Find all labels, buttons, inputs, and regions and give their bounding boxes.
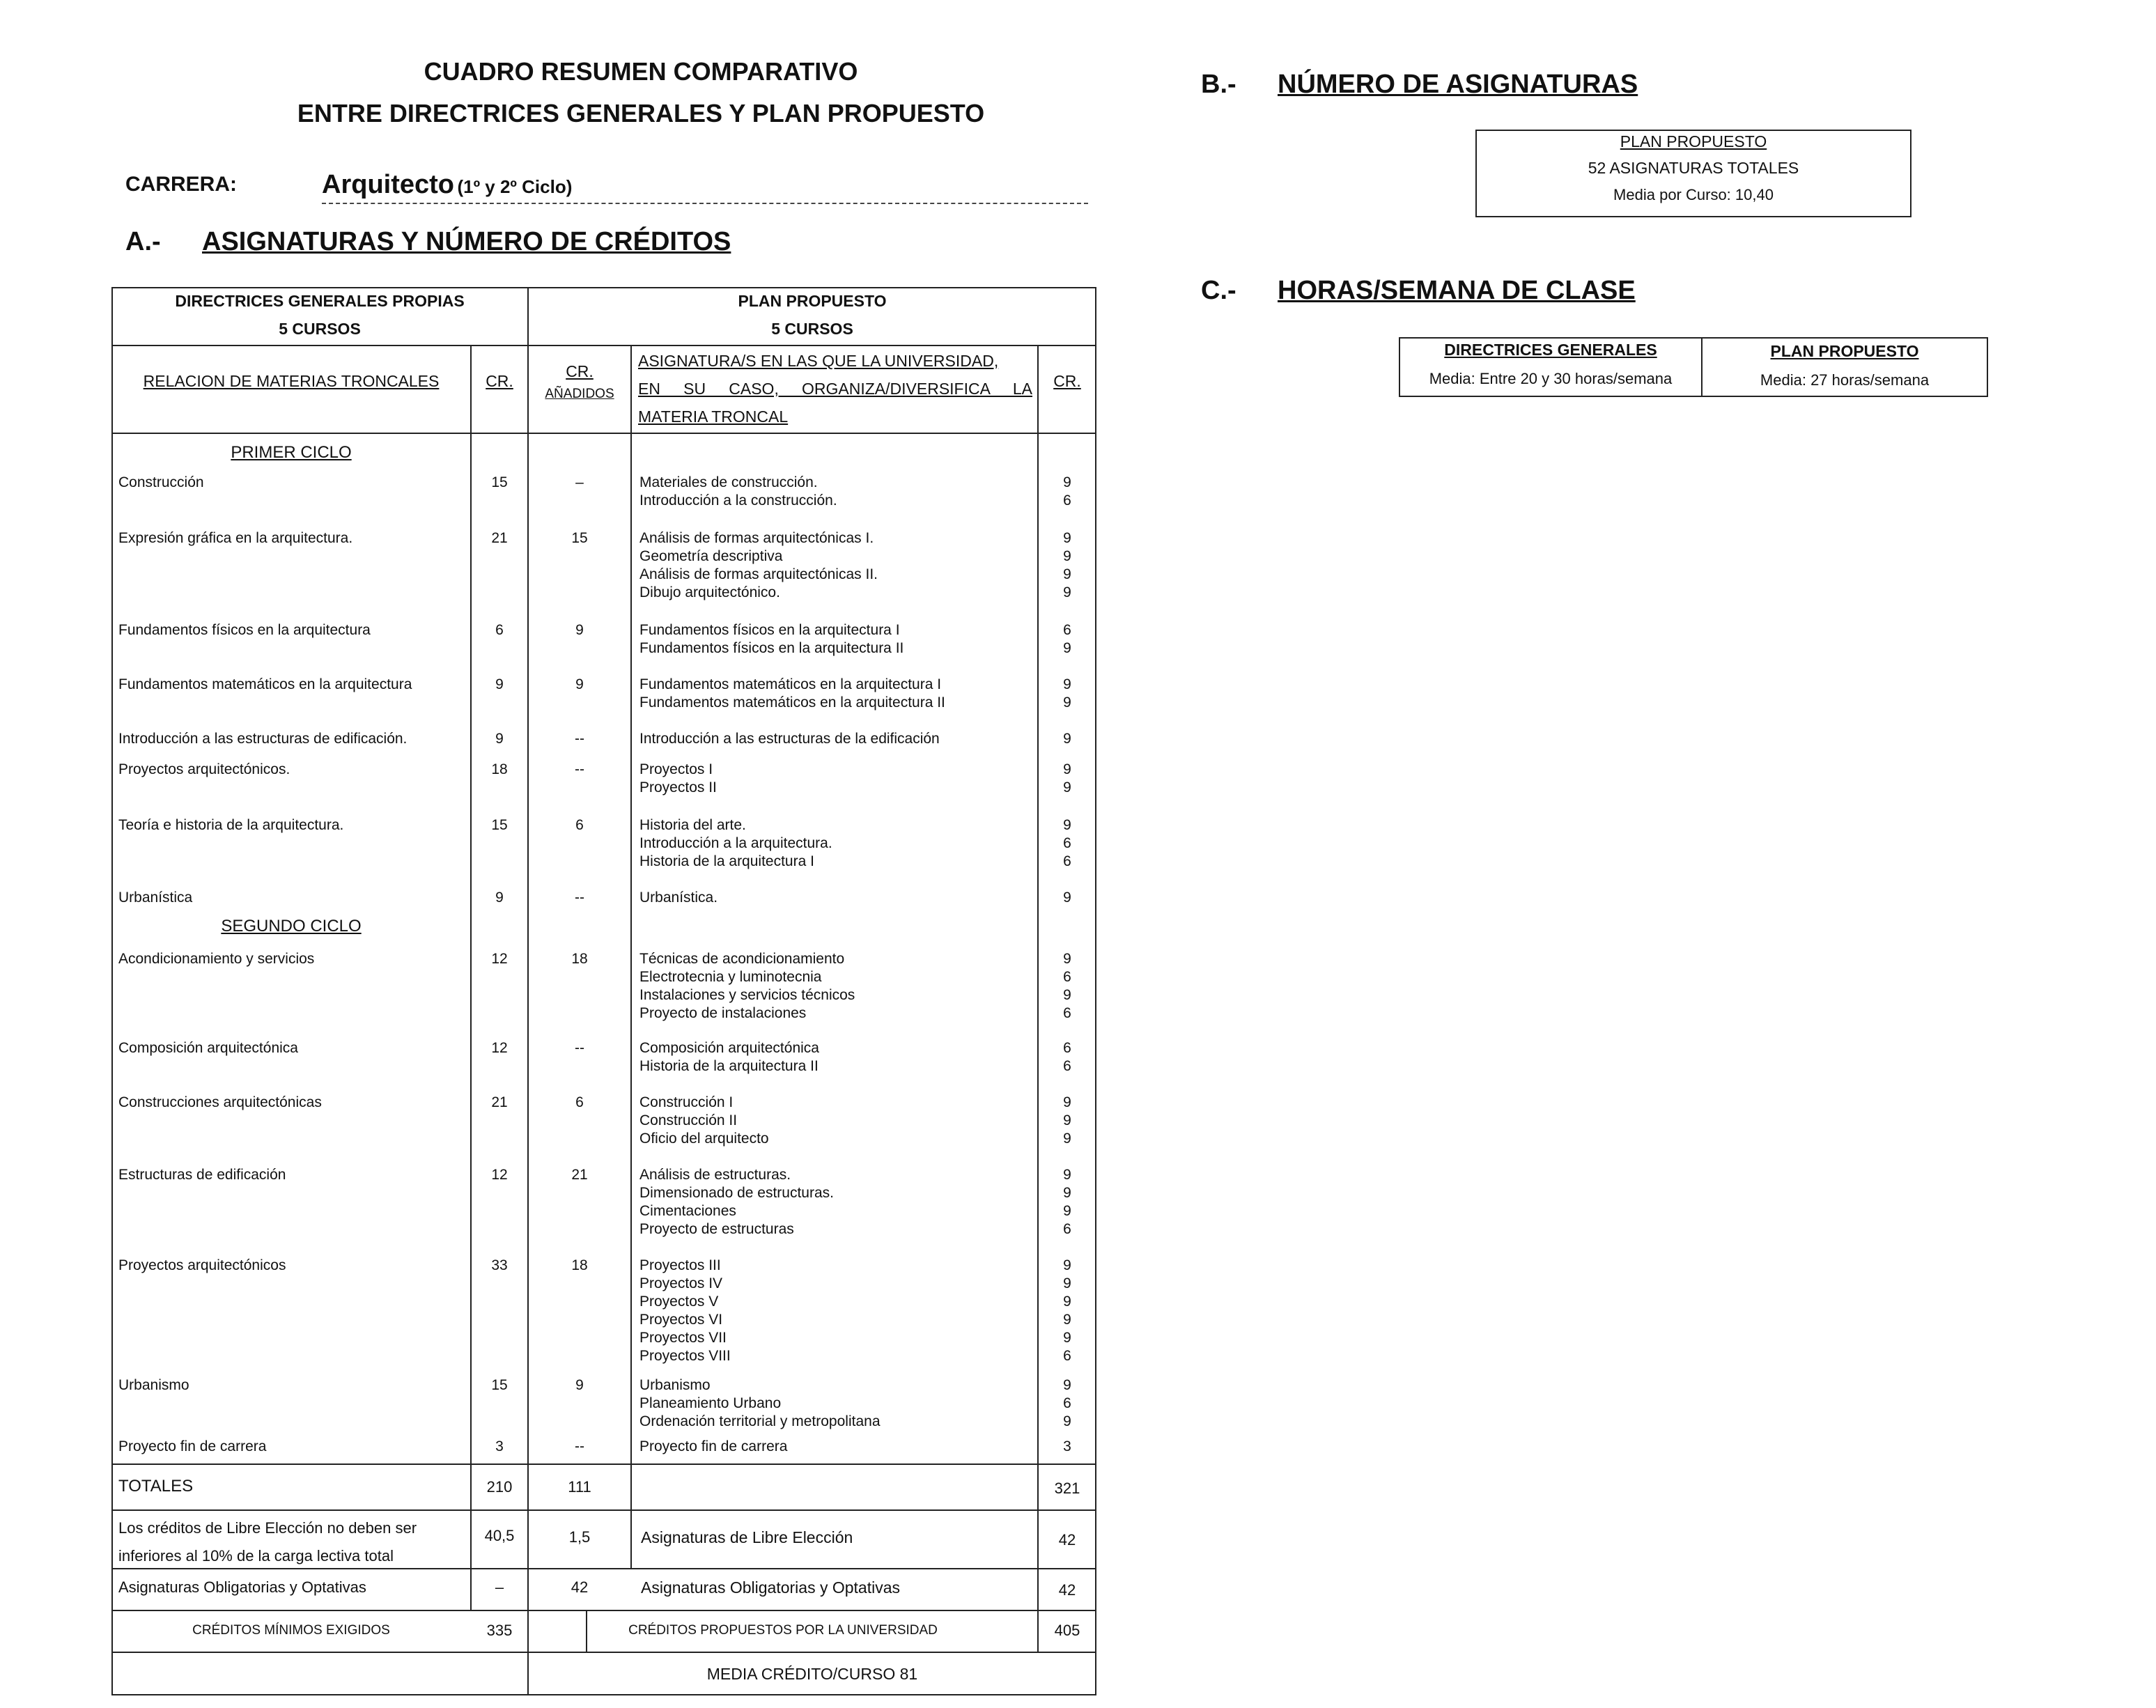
materia-cr-anadidos: 9 <box>575 1377 584 1393</box>
section-c-heading <box>1201 276 1636 306</box>
asignaturas-list <box>639 1039 1034 1076</box>
asignaturas-list <box>639 1376 1034 1431</box>
asignaturas-list <box>639 621 1034 658</box>
asignaturas-cr-list <box>1038 889 1096 907</box>
materia-name: Proyectos arquitectónicos. <box>118 761 290 777</box>
asignatura-cr: 6 <box>1063 969 1071 985</box>
asignatura-cr: 6 <box>1063 835 1071 851</box>
head-directrices: DIRECTRICES GENERALES PROPIAS <box>175 292 465 310</box>
materia-name: Expresión gráfica en la arquitectura. <box>118 530 353 546</box>
asignatura-item: Historia del arte. <box>639 817 746 833</box>
asignatura-cr: 9 <box>1063 1203 1071 1219</box>
horas-head-plan: PLAN PROPUESTO <box>1770 342 1919 360</box>
asignatura-cr: 9 <box>1063 779 1071 795</box>
asignaturas-cr-list <box>1038 1094 1096 1148</box>
section-a-letter: A.- <box>125 227 161 256</box>
asignaturas-cr-list <box>1038 621 1096 658</box>
carrera-value: Arquitecto <box>322 170 454 199</box>
asignatura-cr: 9 <box>1063 676 1071 692</box>
asignatura-cr: 9 <box>1063 1312 1071 1328</box>
totales-cr2: 321 <box>1054 1480 1080 1497</box>
horas-val-plan: Media: 27 horas/semana <box>1760 371 1930 389</box>
horas-head-directrices: DIRECTRICES GENERALES <box>1444 341 1657 359</box>
oblig-cr: – <box>495 1578 504 1596</box>
asignatura-item: Oficio del arquitecto <box>639 1131 769 1147</box>
materia-cr: 12 <box>491 1040 508 1056</box>
asignatura-cr: 6 <box>1063 1040 1071 1056</box>
asignaturas-cr-list <box>1038 1438 1096 1456</box>
asignatura-cr: 9 <box>1063 817 1071 833</box>
col-cr-anadidos-1: CR. <box>566 362 594 380</box>
asignatura-item: Técnicas de acondicionamiento <box>639 951 845 967</box>
credits-table <box>111 287 1098 1697</box>
asignaturas-list <box>639 1094 1034 1148</box>
asignatura-item: Dimensionado de estructuras. <box>639 1185 834 1201</box>
head-plan-cursos: 5 CURSOS <box>771 320 853 338</box>
asignatura-item: Geometría descriptiva <box>639 548 783 564</box>
asignatura-item: Urbanística. <box>639 890 718 906</box>
libre-add: 1,5 <box>568 1528 591 1546</box>
asignatura-cr: 9 <box>1063 474 1071 490</box>
propuestos-label: CRÉDITOS PROPUESTOS POR LA UNIVERSIDAD <box>628 1623 938 1638</box>
materia-name: Construcción <box>118 474 204 490</box>
materia-cr: 12 <box>491 1167 508 1183</box>
materia-cr-anadidos: 15 <box>571 530 588 546</box>
totales-label: TOTALES <box>118 1477 194 1496</box>
col-cr2: CR. <box>1053 372 1081 390</box>
asignatura-cr: 9 <box>1063 987 1071 1003</box>
asignatura-item: Urbanismo <box>639 1377 711 1393</box>
asignaturas-cr-list <box>1038 730 1096 748</box>
asignatura-cr: 6 <box>1063 1395 1071 1411</box>
asignatura-item: Proyecto de estructuras <box>639 1221 794 1237</box>
asignaturas-cr-list <box>1038 1376 1096 1431</box>
materia-cr: 12 <box>491 951 508 967</box>
asignatura-item: Construcción II <box>639 1112 738 1128</box>
asignatura-cr: 6 <box>1063 1058 1071 1074</box>
section-b-title: NÚMERO DE ASIGNATURAS <box>1278 70 1638 99</box>
materia-cr-anadidos: -- <box>575 1040 584 1056</box>
totales-add: 111 <box>568 1478 591 1496</box>
asignatura-cr: 9 <box>1063 694 1071 711</box>
materia-cr-anadidos: 18 <box>571 951 588 967</box>
asignatura-cr: 6 <box>1063 853 1071 869</box>
asignatura-cr: 9 <box>1063 1167 1071 1183</box>
asignatura-item: Cimentaciones <box>639 1203 736 1219</box>
materia-name: Acondicionamiento y servicios <box>118 951 315 967</box>
asignatura-cr: 6 <box>1063 1221 1071 1237</box>
asignatura-item: Introducción a la construcción. <box>639 492 837 508</box>
asignaturas-cr-list <box>1038 950 1096 1023</box>
col-cr: CR. <box>486 372 513 390</box>
libre-asig: Asignaturas de Libre Elección <box>641 1528 853 1546</box>
asignaturas-cr-list <box>1038 676 1096 712</box>
materia-cr-anadidos: -- <box>575 731 584 747</box>
asignaturas-list <box>639 1438 1034 1456</box>
libre-label-2: inferiores al 10% de la carga lectiva total <box>118 1547 394 1565</box>
section-a-title: ASIGNATURAS Y NÚMERO DE CRÉDITOS <box>202 227 731 256</box>
asignaturas-cr-list <box>1038 816 1096 871</box>
minimos-value: 335 <box>486 1622 513 1639</box>
materia-cr-anadidos: 21 <box>571 1167 588 1183</box>
materia-name: Composición arquitectónica <box>118 1040 298 1056</box>
materia-name: Construcciones arquitectónicas <box>118 1094 322 1110</box>
asignaturas-list <box>639 950 1034 1023</box>
materia-cr-anadidos: 9 <box>575 622 584 638</box>
asignatura-cr: 9 <box>1063 640 1071 656</box>
materia-cr-anadidos: 9 <box>575 676 584 692</box>
asignatura-item: Proyectos II <box>639 779 717 795</box>
asignatura-cr: 9 <box>1063 1185 1071 1201</box>
asignatura-item: Electrotecnia y luminotecnia <box>639 969 822 985</box>
asignatura-item: Dibujo arquitectónico. <box>639 584 780 600</box>
materia-cr-anadidos: – <box>575 474 584 490</box>
asignatura-cr: 9 <box>1063 548 1071 564</box>
asignatura-cr: 9 <box>1063 1131 1071 1147</box>
head-plan: PLAN PROPUESTO <box>738 292 887 310</box>
asignatura-item: Análisis de estructuras. <box>639 1167 791 1183</box>
section-c-letter: C.- <box>1201 276 1236 305</box>
asignatura-cr: 9 <box>1063 530 1071 546</box>
materia-cr: 21 <box>491 1094 508 1110</box>
troncales-rows <box>111 287 1096 1464</box>
asignatura-item: Introducción a la arquitectura. <box>639 835 832 851</box>
asignatura-cr: 9 <box>1063 1257 1071 1273</box>
asignatura-cr: 9 <box>1063 951 1071 967</box>
materia-cr-anadidos: 18 <box>571 1257 588 1273</box>
asignatura-item: Proyectos VI <box>639 1312 723 1328</box>
materia-cr: 9 <box>495 676 504 692</box>
materia-cr-anadidos: -- <box>575 890 584 906</box>
asignatura-item: Historia de la arquitectura I <box>639 853 814 869</box>
asignatura-item: Materiales de construcción. <box>639 474 818 490</box>
asignatura-cr: 9 <box>1063 1413 1071 1429</box>
materia-cr: 3 <box>495 1438 504 1454</box>
minimos-label: CRÉDITOS MÍNIMOS EXIGIDOS <box>192 1623 390 1638</box>
asignatura-item: Construcción I <box>639 1094 734 1110</box>
asignatura-item: Proyecto fin de carrera <box>639 1438 788 1454</box>
asignatura-item: Proyectos III <box>639 1257 721 1273</box>
libre-cr: 40,5 <box>484 1527 515 1544</box>
asignaturas-box-head: PLAN PROPUESTO <box>1620 132 1767 150</box>
title-line-2: ENTRE DIRECTRICES GENERALES Y PLAN PROPUESTO <box>297 99 985 127</box>
materia-cr: 18 <box>491 761 508 777</box>
primer-ciclo-label: PRIMER CICLO <box>231 443 352 462</box>
materia-name: Fundamentos físicos en la arquitectura <box>118 622 371 638</box>
materia-cr: 15 <box>491 1377 508 1393</box>
asignaturas-list <box>639 676 1034 712</box>
asignatura-cr: 9 <box>1063 584 1071 600</box>
oblig-asig: Asignaturas Obligatorias y Optativas <box>641 1578 901 1597</box>
materia-cr: 15 <box>491 474 508 490</box>
asignatura-item: Instalaciones y servicios técnicos <box>639 987 855 1003</box>
section-a-heading <box>125 227 731 257</box>
asignaturas-list <box>639 1257 1034 1365</box>
asignatura-cr: 9 <box>1063 890 1071 906</box>
asignatura-cr: 9 <box>1063 1112 1071 1128</box>
materia-cr: 15 <box>491 817 508 833</box>
carrera-cycle: (1º y 2º Ciclo) <box>457 176 573 197</box>
oblig-label: Asignaturas Obligatorias y Optativas <box>118 1578 366 1596</box>
asignatura-item: Fundamentos físicos en la arquitectura II <box>639 640 904 656</box>
materia-name: Urbanística <box>118 890 193 906</box>
materia-name: Teoría e historia de la arquitectura. <box>118 817 344 833</box>
asignatura-item: Fundamentos matemáticos en la arquitectura I <box>639 676 942 692</box>
horas-box <box>1399 337 1988 397</box>
asignatura-item: Análisis de formas arquitectónicas I. <box>639 530 874 546</box>
asignatura-item: Proyectos V <box>639 1294 719 1310</box>
asignaturas-list <box>639 1166 1034 1239</box>
col-asig-3: MATERIA TRONCAL <box>638 407 789 426</box>
materia-cr: 33 <box>491 1257 508 1273</box>
asignaturas-list <box>639 889 1034 907</box>
oblig-add: 42 <box>571 1578 589 1596</box>
libre-label-1: Los créditos de Libre Elección no deben ser <box>118 1519 417 1537</box>
asignaturas-cr-list <box>1038 1166 1096 1239</box>
asignatura-item: Planeamiento Urbano <box>639 1395 782 1411</box>
col-asig-2: EN SU CASO, ORGANIZA/DIVERSIFICA LA <box>638 380 1032 398</box>
asignatura-cr: 9 <box>1063 1275 1071 1291</box>
asignaturas-list <box>639 474 1034 510</box>
asignatura-item: Proyectos VII <box>639 1330 727 1346</box>
asignatura-item: Ordenación territorial y metropolitana <box>639 1413 881 1429</box>
asignatura-cr: 9 <box>1063 1330 1071 1346</box>
materia-cr: 9 <box>495 890 504 906</box>
section-c-title: HORAS/SEMANA DE CLASE <box>1278 276 1636 305</box>
asignatura-item: Historia de la arquitectura II <box>639 1058 819 1074</box>
asignatura-cr: 9 <box>1063 566 1071 582</box>
libre-cr2: 42 <box>1058 1531 1076 1548</box>
asignaturas-cr-list <box>1038 1039 1096 1076</box>
propuestos-value: 405 <box>1054 1622 1080 1639</box>
title-line-1: CUADRO RESUMEN COMPARATIVO <box>424 57 858 86</box>
asignaturas-cr-list <box>1038 761 1096 797</box>
asignatura-cr: 6 <box>1063 1348 1071 1364</box>
head-directrices-cursos: 5 CURSOS <box>279 320 361 338</box>
asignatura-cr: 9 <box>1063 1094 1071 1110</box>
materia-name: Proyectos arquitectónicos <box>118 1257 286 1273</box>
asignatura-item: Introducción a las estructuras de la edificación <box>639 731 940 747</box>
asignaturas-total: 52 ASIGNATURAS TOTALES <box>1588 159 1799 177</box>
col-materias: RELACION DE MATERIAS TRONCALES <box>143 372 440 390</box>
materia-cr: 21 <box>491 530 508 546</box>
asignatura-item: Análisis de formas arquitectónicas II. <box>639 566 878 582</box>
asignatura-cr: 9 <box>1063 761 1071 777</box>
asignaturas-cr-list <box>1038 529 1096 602</box>
asignatura-cr: 6 <box>1063 622 1071 638</box>
asignatura-cr: 9 <box>1063 731 1071 747</box>
asignatura-item: Fundamentos matemáticos en la arquitectura II <box>639 694 945 711</box>
asignaturas-cr-list <box>1038 474 1096 510</box>
materia-cr: 9 <box>495 731 504 747</box>
carrera-field <box>322 170 1088 204</box>
asignaturas-box <box>1475 130 1911 217</box>
materia-name: Introducción a las estructuras de edificación. <box>118 731 408 747</box>
asignaturas-list <box>639 761 1034 797</box>
col-asig-1: ASIGNATURA/S EN LAS QUE LA UNIVERSIDAD, <box>638 352 999 370</box>
media-credito-curso: MEDIA CRÉDITO/CURSO 81 <box>706 1665 918 1683</box>
asignatura-item: Proyectos IV <box>639 1275 723 1291</box>
asignatura-item: Proyectos VIII <box>639 1348 731 1364</box>
section-b-heading <box>1201 70 1638 100</box>
asignaturas-cr-list <box>1038 1257 1096 1365</box>
carrera-label: CARRERA: <box>125 173 237 196</box>
asignatura-cr: 3 <box>1063 1438 1071 1454</box>
asignaturas-list <box>639 730 1034 748</box>
asignatura-item: Proyectos I <box>639 761 713 777</box>
asignatura-cr: 6 <box>1063 492 1071 508</box>
materia-cr-anadidos: -- <box>575 761 584 777</box>
segundo-ciclo-label: SEGUNDO CICLO <box>221 917 362 935</box>
horas-val-directrices: Media: Entre 20 y 30 horas/semana <box>1429 370 1673 387</box>
asignatura-cr: 9 <box>1063 1377 1071 1393</box>
asignatura-cr: 6 <box>1063 1005 1071 1021</box>
asignaturas-list <box>639 529 1034 602</box>
asignatura-item: Fundamentos físicos en la arquitectura I <box>639 622 900 638</box>
materia-cr-anadidos: 6 <box>575 817 584 833</box>
section-b-letter: B.- <box>1201 70 1236 99</box>
oblig-cr2: 42 <box>1058 1581 1076 1599</box>
materia-name: Estructuras de edificación <box>118 1167 286 1183</box>
totales-cr: 210 <box>486 1478 513 1496</box>
col-cr-anadidos-2: AÑADIDOS <box>545 387 614 401</box>
materia-name: Urbanismo <box>118 1377 189 1393</box>
materia-cr: 6 <box>495 622 504 638</box>
materia-cr-anadidos: -- <box>575 1438 584 1454</box>
materia-name: Fundamentos matemáticos en la arquitectura <box>118 676 412 692</box>
asignaturas-list <box>639 816 1034 871</box>
materia-name: Proyecto fin de carrera <box>118 1438 267 1454</box>
materia-cr-anadidos: 6 <box>575 1094 584 1110</box>
asignatura-item: Composición arquitectónica <box>639 1040 819 1056</box>
asignatura-cr: 9 <box>1063 1294 1071 1310</box>
asignaturas-media: Media por Curso: 10,40 <box>1613 186 1774 203</box>
asignatura-item: Proyecto de instalaciones <box>639 1005 807 1021</box>
